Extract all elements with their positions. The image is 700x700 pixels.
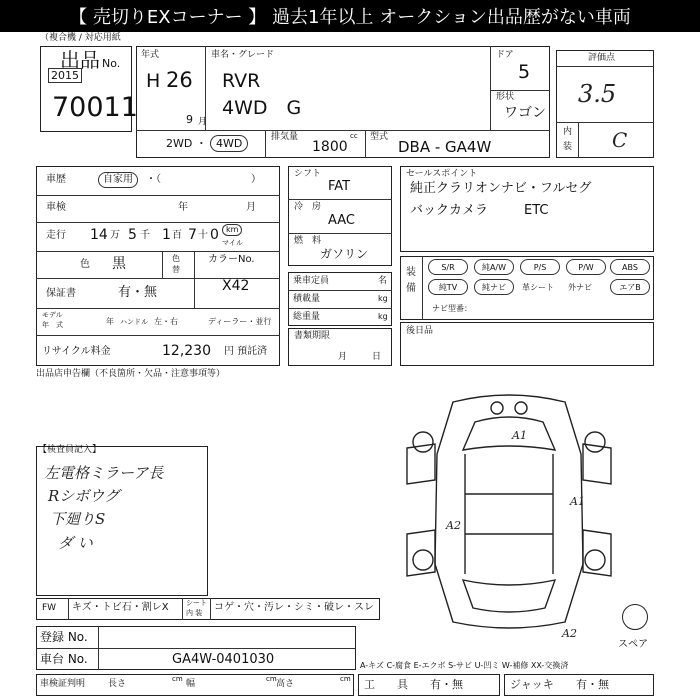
- seat-text: コゲ・穴・汚レ・シミ・破レ・スレ: [214, 602, 374, 613]
- lot-year-stamp: 2015: [48, 68, 82, 83]
- equipment-label-1: 装: [406, 267, 416, 278]
- mile-unit: マイル: [222, 239, 243, 247]
- mileage-man: 14: [90, 227, 108, 243]
- notes-section-label: 出品店申告欄（不良箇所・欠品・注意事項等）: [36, 369, 226, 379]
- doc-day: 日: [372, 352, 382, 362]
- year-value: 26: [166, 68, 193, 92]
- inspector-note-1: 左電格ミラーア長: [44, 464, 164, 482]
- model-value: DBA - GA4W: [398, 138, 492, 156]
- equip-power-steering: P/S: [520, 259, 560, 275]
- recycle-value: 12,230: [162, 343, 211, 359]
- spare-label: スペア: [618, 639, 648, 650]
- inspector-note-3: 下廻りS: [50, 510, 106, 528]
- navi-model-label: ナビ型番：: [432, 304, 472, 313]
- ju-label: 十: [198, 230, 208, 241]
- width-unit: cm: [266, 675, 277, 683]
- damage-mark-4: A2: [562, 627, 577, 640]
- equip-sunroof: S/R: [428, 259, 468, 275]
- handle-label: ハンドル: [120, 318, 148, 326]
- inspection-year: 年: [178, 202, 188, 213]
- history-value: 自家用: [98, 172, 138, 188]
- capacity-label: 乗車定員: [293, 276, 330, 286]
- warranty-value: 有・無: [118, 285, 158, 300]
- lot-no-label: No.: [102, 57, 121, 70]
- seat-label-1: シート: [186, 599, 207, 607]
- spare-tire-icon: [622, 604, 648, 630]
- drive-4wd: 4WD: [210, 135, 248, 152]
- mileage-label: 走行: [46, 230, 66, 241]
- cc-label: cc: [350, 132, 358, 140]
- equip-power-window: P/W: [566, 259, 606, 275]
- mileage-ichi: 0: [210, 227, 219, 243]
- handle-value: 左・右: [154, 317, 178, 326]
- tool-label: 工 具: [364, 678, 408, 691]
- tool-value: 有・無: [430, 678, 463, 691]
- vehicle-grade: 4WD G: [222, 97, 302, 119]
- displacement-label: 排気量: [271, 132, 299, 142]
- aftermarket-box: [400, 322, 654, 366]
- fw-text: キズ・トビ石・割レX: [72, 602, 169, 613]
- model-year-unit: 年: [106, 317, 114, 326]
- shape-value: ワゴン: [504, 105, 546, 121]
- load-unit: kg: [378, 294, 388, 303]
- width-label: 幅: [186, 679, 196, 689]
- hyaku-label: 百: [172, 230, 182, 241]
- dealer-label: ディーラー・並行: [208, 317, 272, 326]
- inspector-note-2: Rシボウグ: [48, 487, 120, 505]
- interior-label-1: 内: [563, 127, 573, 137]
- model-label: 型式: [370, 132, 389, 142]
- interior-value: C: [612, 128, 628, 152]
- equip-leather-seat: 革シート: [522, 283, 554, 292]
- equip-aftermarket-navi: 外ナビ: [568, 283, 592, 292]
- history-box: [36, 166, 280, 366]
- year-era: H: [146, 70, 161, 92]
- seat-label-2: 内 装: [186, 609, 203, 617]
- inspection-label: 車検: [46, 202, 66, 213]
- measure-label: 車検証判明: [40, 679, 86, 689]
- door-value: 5: [518, 61, 531, 83]
- month-label: 月: [198, 117, 208, 127]
- color-change-2: 替: [172, 265, 180, 274]
- man-label: 万: [110, 230, 120, 241]
- inspector-note-4: ダ い: [58, 534, 93, 552]
- length-unit: cm: [172, 675, 183, 683]
- model-year-label-2: 年 式: [42, 321, 63, 329]
- chassis-label: 車台 No.: [40, 652, 88, 666]
- gross-label: 総重量: [293, 312, 321, 322]
- jack-value: 有・無: [576, 678, 609, 691]
- length-label: 長さ: [108, 679, 127, 689]
- warranty-label: 保証書: [46, 288, 76, 299]
- recycle-unit: 円 預託済: [224, 346, 268, 357]
- vehicle-name: RVR: [222, 70, 261, 92]
- fw-label: FW: [42, 603, 57, 613]
- doc-label: 書類期限: [294, 331, 331, 341]
- sales-point-line2-b: ETC: [524, 203, 549, 218]
- lot-number: 70011: [52, 92, 138, 123]
- door-label: ドア: [496, 50, 514, 60]
- color-value: 黒: [112, 256, 126, 272]
- inspector-label: 【検査員記入】: [38, 445, 102, 455]
- km-unit: km: [222, 224, 242, 236]
- car-diagram: [405, 384, 615, 634]
- shift-label: シフト: [294, 169, 322, 179]
- model-year-label-1: モデル: [42, 311, 63, 319]
- form-subtitle: （複合機 / 対応用紙: [40, 33, 121, 43]
- sen-label: 千: [140, 230, 150, 241]
- fuel-label: 燃 料: [294, 236, 322, 246]
- color-no-value: X42: [222, 278, 250, 294]
- drive-2wd: 2WD ・: [166, 137, 207, 150]
- load-label: 積載量: [293, 294, 321, 304]
- inspection-month: 月: [246, 202, 256, 213]
- mileage-hyaku: 1: [162, 227, 171, 243]
- displacement-value: 1800: [312, 139, 348, 155]
- equip-tv: 純TV: [428, 279, 468, 295]
- color-change-1: 色: [172, 254, 180, 263]
- history-label: 車歴: [46, 174, 66, 185]
- damage-mark-3: A2: [446, 519, 461, 532]
- color-label: 色: [80, 259, 90, 270]
- ac-value: AAC: [328, 213, 355, 228]
- sales-point-label: セールスポイント: [406, 169, 478, 179]
- ac-label: 冷 房: [294, 202, 322, 212]
- damage-legend: A-キズ C-腐食 E-エクボ S-サビ U-凹ミ W-補修 XX-交換済: [360, 661, 569, 670]
- recycle-label: リサイクル料金: [42, 346, 111, 357]
- damage-mark-2: A1: [570, 495, 585, 508]
- mileage-ju: 7: [188, 227, 197, 243]
- sales-point-line2-a: バックカメラ: [410, 203, 489, 218]
- history-rest: ・（ ）: [146, 174, 261, 185]
- month-value: 9: [186, 113, 193, 126]
- score-label: 評価点: [588, 53, 616, 63]
- equip-abs: ABS: [610, 259, 650, 275]
- aftermarket-label: 後日品: [406, 326, 434, 336]
- capacity-unit: 名: [378, 276, 388, 286]
- chassis-value: GA4W-0401030: [172, 652, 275, 667]
- shape-label: 形状: [496, 92, 515, 102]
- lot-label: 出品: [60, 48, 100, 72]
- sales-point-line1: 純正クラリオンナビ・フルセグ: [410, 181, 592, 196]
- banner-title: 【 売切りEXコーナー 】 過去1年以上 オークション出品歴がない車両: [69, 7, 631, 28]
- gross-unit: kg: [378, 312, 388, 321]
- damage-mark-1: A1: [512, 429, 527, 442]
- equip-airbag: エアB: [610, 279, 650, 295]
- doc-month: 月: [338, 352, 348, 362]
- equipment-label-2: 備: [406, 283, 416, 294]
- mileage-sen: 5: [128, 227, 137, 243]
- equip-alloy-wheel: 純A/W: [474, 259, 514, 275]
- year-label: 年式: [141, 50, 160, 60]
- score-value: 3.5: [578, 80, 617, 108]
- interior-label-2: 装: [563, 142, 573, 152]
- jack-label: ジャッキ: [510, 678, 554, 691]
- header-banner: [0, 0, 700, 32]
- shift-value: FAT: [328, 179, 351, 194]
- height-unit: cm: [340, 675, 351, 683]
- fuel-value: ガソリン: [320, 247, 369, 261]
- height-label: 高さ: [276, 679, 295, 689]
- equip-navi: 純ナビ: [474, 279, 514, 295]
- color-no-label: カラーNo.: [208, 254, 255, 265]
- name-label: 車名・グレード: [211, 50, 275, 60]
- registration-label: 登録 No.: [40, 630, 88, 644]
